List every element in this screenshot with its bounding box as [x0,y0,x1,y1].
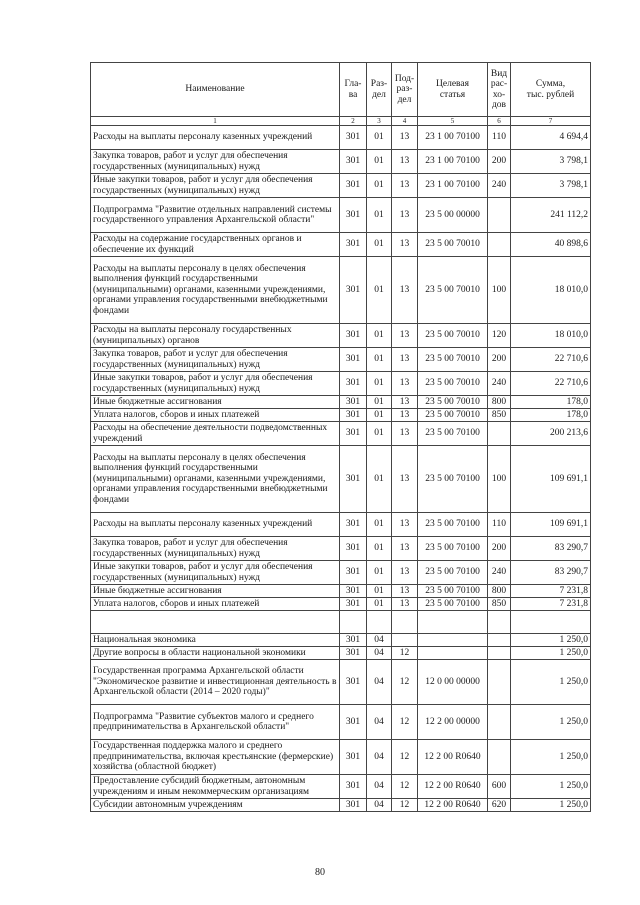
row-name: Уплата налогов, сборов и иных платежей [91,598,340,611]
row-expense-type: 800 [488,585,511,598]
table-row [91,422,591,446]
table-row [91,257,591,324]
row-podrazdel: 13 [392,372,418,396]
row-expense-type [488,422,511,446]
row-sum: 1 250,0 [511,775,591,799]
row-name: Уплата налогов, сборов и иных платежей [91,409,340,422]
table-row [91,396,591,409]
row-name: Национальная экономика [91,634,340,647]
row-name: Расходы на выплаты персоналу государственных (муниципальных) органов [91,324,340,348]
row-sum: 22 710,6 [511,348,591,372]
empty-cell [340,611,367,634]
row-name: Субсидии автономным учреждениям [91,799,340,812]
row-podrazdel: 13 [392,396,418,409]
row-target-article: 23 5 00 70100 [418,446,488,513]
row-razdel: 01 [367,233,392,257]
row-razdel: 01 [367,372,392,396]
row-name: Закупка товаров, работ и услуг для обеспечения государственных (муниципальных) нужд [91,348,340,372]
row-name: Подпрограмма "Развитие отдельных направлений системы государственного управления Архангельской области" [91,198,340,233]
row-name: Закупка товаров, работ и услуг для обеспечения государственных (муниципальных) нужд [91,150,340,174]
row-podrazdel: 13 [392,513,418,537]
row-podrazdel: 13 [392,324,418,348]
row-expense-type: 100 [488,257,511,324]
row-glava: 301 [340,257,367,324]
table-row [91,775,591,799]
row-razdel: 01 [367,422,392,446]
row-sum: 109 691,1 [511,513,591,537]
row-sum: 1 250,0 [511,799,591,812]
table-row [91,647,591,660]
row-glava: 301 [340,396,367,409]
row-expense-type: 850 [488,598,511,611]
row-glava: 301 [340,372,367,396]
row-razdel: 01 [367,513,392,537]
row-expense-type: 200 [488,150,511,174]
row-razdel: 04 [367,705,392,740]
row-glava: 301 [340,775,367,799]
row-podrazdel: 13 [392,174,418,198]
row-sum: 1 250,0 [511,705,591,740]
column-number: 2 [340,117,367,126]
column-number-row [91,117,591,126]
header-glava: Гла- ва [340,63,367,117]
row-sum: 1 250,0 [511,740,591,775]
row-expense-type [488,198,511,233]
table-row [91,372,591,396]
row-target-article: 23 5 00 70100 [418,537,488,561]
row-target-article: 23 5 00 70010 [418,324,488,348]
row-target-article: 23 1 00 70100 [418,150,488,174]
row-podrazdel: 13 [392,598,418,611]
row-podrazdel: 13 [392,422,418,446]
table-row [91,513,591,537]
row-expense-type: 120 [488,324,511,348]
row-podrazdel: 12 [392,740,418,775]
row-sum: 7 231,8 [511,598,591,611]
row-razdel: 01 [367,598,392,611]
row-expense-type: 200 [488,348,511,372]
row-razdel: 01 [367,324,392,348]
header-target-article: Целевая статья [418,63,488,117]
row-target-article: 23 5 00 70010 [418,372,488,396]
row-podrazdel: 13 [392,537,418,561]
row-sum: 22 710,6 [511,372,591,396]
row-podrazdel: 13 [392,198,418,233]
column-number: 3 [367,117,392,126]
row-podrazdel: 13 [392,126,418,150]
row-razdel: 04 [367,634,392,647]
row-expense-type: 110 [488,513,511,537]
row-name: Предоставление субсидий бюджетным, автономным учреждениям и иным некоммерческим организациям [91,775,340,799]
row-sum: 40 898,6 [511,233,591,257]
row-razdel: 04 [367,740,392,775]
row-podrazdel: 13 [392,257,418,324]
row-razdel: 01 [367,537,392,561]
row-podrazdel: 13 [392,446,418,513]
row-target-article: 12 2 00 00000 [418,705,488,740]
row-target-article: 23 1 00 70100 [418,126,488,150]
row-podrazdel: 12 [392,775,418,799]
row-target-article: 23 5 00 70010 [418,409,488,422]
row-razdel: 01 [367,126,392,150]
row-glava: 301 [340,422,367,446]
row-glava: 301 [340,585,367,598]
row-name: Государственная поддержка малого и среднего предпринимательства, включая крестьянские (фермерские) хозяйства (областной бюджет) [91,740,340,775]
table-row [91,198,591,233]
row-expense-type: 240 [488,174,511,198]
header-podrazdel: Под- раз- дел [392,63,418,117]
row-razdel: 01 [367,409,392,422]
table-row [91,740,591,775]
row-name: Расходы на выплаты персоналу в целях обеспечения выполнения функций государственными (муниципальными) органами, казенными учреждениями, органами управления государственными внебюджетными фондами [91,446,340,513]
row-glava: 301 [340,705,367,740]
row-name: Закупка товаров, работ и услуг для обеспечения государственных (муниципальных) нужд [91,537,340,561]
row-target-article: 23 5 00 70010 [418,348,488,372]
table-row [91,348,591,372]
row-glava: 301 [340,348,367,372]
row-razdel: 01 [367,348,392,372]
row-glava: 301 [340,198,367,233]
row-glava: 301 [340,150,367,174]
row-sum: 18 010,0 [511,324,591,348]
row-podrazdel: 13 [392,233,418,257]
row-target-article: 12 2 00 R0640 [418,740,488,775]
row-podrazdel: 12 [392,647,418,660]
table-row [91,446,591,513]
column-number: 5 [418,117,488,126]
row-expense-type: 600 [488,775,511,799]
row-glava: 301 [340,126,367,150]
row-podrazdel: 13 [392,409,418,422]
row-target-article [418,647,488,660]
row-sum: 1 250,0 [511,634,591,647]
row-glava: 301 [340,233,367,257]
row-expense-type: 110 [488,126,511,150]
table-row [91,799,591,812]
row-expense-type [488,634,511,647]
table-row [91,409,591,422]
row-sum: 178,0 [511,396,591,409]
table-row [91,324,591,348]
row-podrazdel: 13 [392,585,418,598]
row-expense-type: 240 [488,561,511,585]
row-name: Иные закупки товаров, работ и услуг для обеспечения государственных (муниципальных) нужд [91,174,340,198]
row-name: Государственная программа Архангельской области "Экономическое развитие и инвестиционная деятельность в Архангельской области (2014 – 2020 годы)" [91,660,340,705]
row-target-article: 23 5 00 70100 [418,561,488,585]
empty-cell [91,611,340,634]
row-target-article: 23 5 00 00000 [418,198,488,233]
header-razdel: Раз- дел [367,63,392,117]
row-glava: 301 [340,324,367,348]
empty-cell [392,611,418,634]
row-name: Расходы на выплаты персоналу казенных учреждений [91,513,340,537]
row-target-article: 23 5 00 70100 [418,513,488,537]
row-name: Иные бюджетные ассигнования [91,585,340,598]
table-row [91,150,591,174]
row-glava: 301 [340,537,367,561]
row-name: Иные закупки товаров, работ и услуг для обеспечения государственных (муниципальных) нужд [91,372,340,396]
table-row [91,233,591,257]
row-sum: 1 250,0 [511,660,591,705]
row-sum: 109 691,1 [511,446,591,513]
row-razdel: 01 [367,446,392,513]
row-expense-type [488,740,511,775]
row-glava: 301 [340,598,367,611]
row-razdel: 01 [367,396,392,409]
row-target-article: 23 5 00 70010 [418,396,488,409]
row-glava: 301 [340,740,367,775]
row-expense-type: 200 [488,537,511,561]
row-target-article [418,634,488,647]
column-number: 1 [91,117,340,126]
row-expense-type: 100 [488,446,511,513]
row-glava: 301 [340,660,367,705]
column-number: 7 [511,117,591,126]
row-expense-type: 850 [488,409,511,422]
row-name: Расходы на выплаты персоналу казенных учреждений [91,126,340,150]
row-podrazdel: 12 [392,660,418,705]
row-sum: 241 112,2 [511,198,591,233]
row-target-article: 23 5 00 70010 [418,257,488,324]
row-sum: 1 250,0 [511,647,591,660]
row-expense-type: 620 [488,799,511,812]
row-target-article: 23 5 00 70100 [418,422,488,446]
table-row [91,598,591,611]
row-target-article: 12 2 00 R0640 [418,799,488,812]
row-razdel: 01 [367,561,392,585]
table-row [91,174,591,198]
table-row [91,705,591,740]
column-number: 6 [488,117,511,126]
row-expense-type [488,647,511,660]
row-sum: 83 290,7 [511,537,591,561]
row-name: Расходы на обеспечение деятельности подведомственных учреждений [91,422,340,446]
row-expense-type: 800 [488,396,511,409]
row-sum: 18 010,0 [511,257,591,324]
row-target-article: 23 5 00 70100 [418,598,488,611]
row-glava: 301 [340,174,367,198]
row-razdel: 01 [367,198,392,233]
row-sum: 3 798,1 [511,174,591,198]
row-target-article: 12 0 00 00000 [418,660,488,705]
table-row [91,585,591,598]
header-name: Наименование [91,63,340,117]
row-target-article: 23 5 00 70100 [418,585,488,598]
row-razdel: 01 [367,174,392,198]
row-razdel: 01 [367,257,392,324]
budget-table [90,62,591,812]
empty-cell [418,611,488,634]
row-razdel: 04 [367,647,392,660]
row-glava: 301 [340,561,367,585]
row-razdel: 01 [367,585,392,598]
row-name: Подпрограмма "Развитие субъектов малого и среднего предпринимательства в Архангельской области" [91,705,340,740]
table-row [91,537,591,561]
row-podrazdel: 12 [392,705,418,740]
row-expense-type [488,660,511,705]
row-razdel: 04 [367,775,392,799]
header-expense-type: Вид рас- хо- дов [488,63,511,117]
column-number: 4 [392,117,418,126]
row-sum: 200 213,6 [511,422,591,446]
row-sum: 178,0 [511,409,591,422]
header-sum: Сумма, тыс. рублей [511,63,591,117]
table-row [91,634,591,647]
row-name: Другие вопросы в области национальной экономики [91,647,340,660]
row-podrazdel: 12 [392,799,418,812]
row-sum: 4 694,4 [511,126,591,150]
row-target-article: 12 2 00 R0640 [418,775,488,799]
page-number: 80 [315,867,325,878]
row-podrazdel [392,634,418,647]
row-glava: 301 [340,647,367,660]
table-header-row [91,63,591,117]
row-target-article: 23 5 00 70010 [418,233,488,257]
table-row [91,660,591,705]
row-name: Расходы на выплаты персоналу в целях обеспечения выполнения функций государственными (муниципальными) органами, казенными учреждениями, органами управления государственными внебюджетными фондами [91,257,340,324]
row-sum: 83 290,7 [511,561,591,585]
row-expense-type [488,233,511,257]
row-target-article: 23 1 00 70100 [418,174,488,198]
table-row [91,126,591,150]
row-expense-type [488,705,511,740]
row-glava: 301 [340,799,367,812]
row-sum: 3 798,1 [511,150,591,174]
table-row [91,561,591,585]
row-razdel: 01 [367,150,392,174]
row-podrazdel: 13 [392,150,418,174]
row-glava: 301 [340,409,367,422]
row-razdel: 04 [367,799,392,812]
row-podrazdel: 13 [392,561,418,585]
row-name: Иные закупки товаров, работ и услуг для обеспечения государственных (муниципальных) нужд [91,561,340,585]
row-sum: 7 231,8 [511,585,591,598]
empty-cell [511,611,591,634]
row-name: Расходы на содержание государственных органов и обеспечение их функций [91,233,340,257]
row-glava: 301 [340,446,367,513]
table-spacer-row [91,611,591,634]
row-expense-type: 240 [488,372,511,396]
row-razdel: 04 [367,660,392,705]
row-glava: 301 [340,634,367,647]
empty-cell [488,611,511,634]
row-name: Иные бюджетные ассигнования [91,396,340,409]
empty-cell [367,611,392,634]
row-podrazdel: 13 [392,348,418,372]
row-glava: 301 [340,513,367,537]
